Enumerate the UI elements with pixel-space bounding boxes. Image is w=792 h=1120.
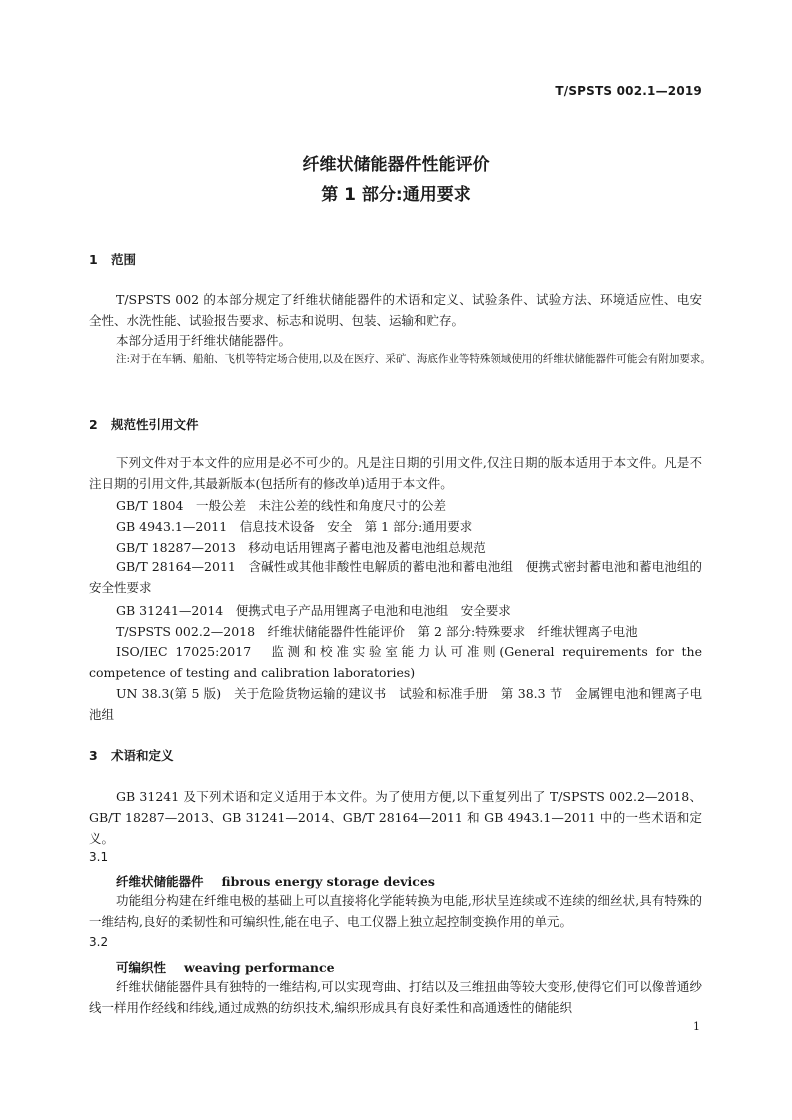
reference-item: GB/T 18287—2013 移动电话用锂离子蓄电池及蓄电池组总规范 — [116, 540, 486, 555]
reference-item: UN 38.3(第 5 版) 关于危险货物运输的建议书 试验和标准手册 第 38.3 节 金属锂电池和锂离子电池组 — [89, 686, 702, 722]
section-number: 2 — [89, 417, 98, 432]
section-title: 术语和定义 — [111, 748, 174, 763]
scope-paragraph: T/SPSTS 002 的本部分规定了纤维状储能器件的术语和定义、试验条件、试验方法、环境适应性、电安全性、水洗性能、试验报告要求、标志和说明、包装、运输和贮存。 — [89, 292, 702, 328]
term-number: 3.1 — [89, 850, 109, 864]
term-entry — [116, 958, 335, 976]
scope-note: 注:对于在车辆、船舶、飞机等特定场合使用,以及在医疗、采矿、海底作业等特殊领域使用的纤维状储能器件可能会有附加要求。 — [116, 353, 711, 365]
references-intro: 下列文件对于本文件的应用是必不可少的。凡是注日期的引用文件,仅注日期的版本适用于本文件。凡是不注日期的引用文件,其最新版本(包括所有的修改单)适用于本文件。 — [89, 455, 702, 491]
reference-item: GB/T 1804 一般公差 未注公差的线性和角度尺寸的公差 — [116, 498, 447, 513]
term-entry — [116, 872, 435, 890]
section-number: 3 — [89, 748, 98, 763]
reference-item: GB/T 28164—2011 含碱性或其他非酸性电解质的蓄电池和蓄电池组 便携式密封蓄电池和蓄电池组的安全性要求 — [89, 559, 702, 595]
term-definition: 功能组分构建在纤维电极的基础上可以直接将化学能转换为电能,形状呈连续或不连续的细丝状,具有特殊的一维结构,良好的柔韧性和可编织性,能在电子、电工仪器上独立起控制变换作用的单元。 — [89, 893, 702, 929]
reference-item: ISO/IEC 17025:2017 监测和校准实验室能力认可准则(General requirements for the competence of testing and calibration laboratories) — [89, 644, 702, 680]
term-english: fibrous energy storage devices — [221, 874, 435, 889]
applicability-line: 本部分适用于纤维状储能器件。 — [116, 333, 292, 348]
term-number: 3.2 — [89, 935, 109, 949]
page-title: 纤维状储能器件性能评价 — [302, 155, 490, 175]
term-chinese: 可编织性 — [116, 960, 167, 975]
reference-item: T/SPSTS 002.2—2018 纤维状储能器件性能评价 第 2 部分:特殊要求 纤维状锂离子电池 — [116, 624, 638, 639]
section-2-heading — [89, 415, 199, 433]
section-title: 范围 — [111, 252, 137, 267]
section-number: 1 — [89, 252, 98, 267]
terms-intro: GB 31241 及下列术语和定义适用于本文件。为了使用方便,以下重复列出了 T/SPSTS 002.2—2018、GB/T 18287—2013、GB 31241—2014、GB/T 28164—2011 和 GB 4943.1—2011 中的一些术语和定义。 — [89, 789, 702, 846]
page-number: 1 — [693, 1020, 700, 1033]
term-chinese: 纤维状储能器件 — [116, 874, 204, 889]
section-1-heading — [89, 250, 136, 268]
reference-item: GB 31241—2014 便携式电子产品用锂离子电池和电池组 安全要求 — [116, 603, 511, 618]
term-english: weaving performance — [184, 960, 335, 975]
section-title: 规范性引用文件 — [111, 417, 199, 432]
page-subtitle: 第 1 部分:通用要求 — [321, 185, 471, 205]
document-code: T/SPSTS 002.1—2019 — [555, 84, 702, 98]
reference-item: GB 4943.1—2011 信息技术设备 安全 第 1 部分:通用要求 — [116, 519, 473, 534]
section-3-heading — [89, 746, 174, 764]
term-definition: 纤维状储能器件具有独特的一维结构,可以实现弯曲、打结以及三维扭曲等较大变形,使得它们可以像普通纱线一样用作经线和纬线,通过成熟的纺织技术,编织形成具有良好柔性和高通透性的储能织 — [89, 979, 702, 1015]
